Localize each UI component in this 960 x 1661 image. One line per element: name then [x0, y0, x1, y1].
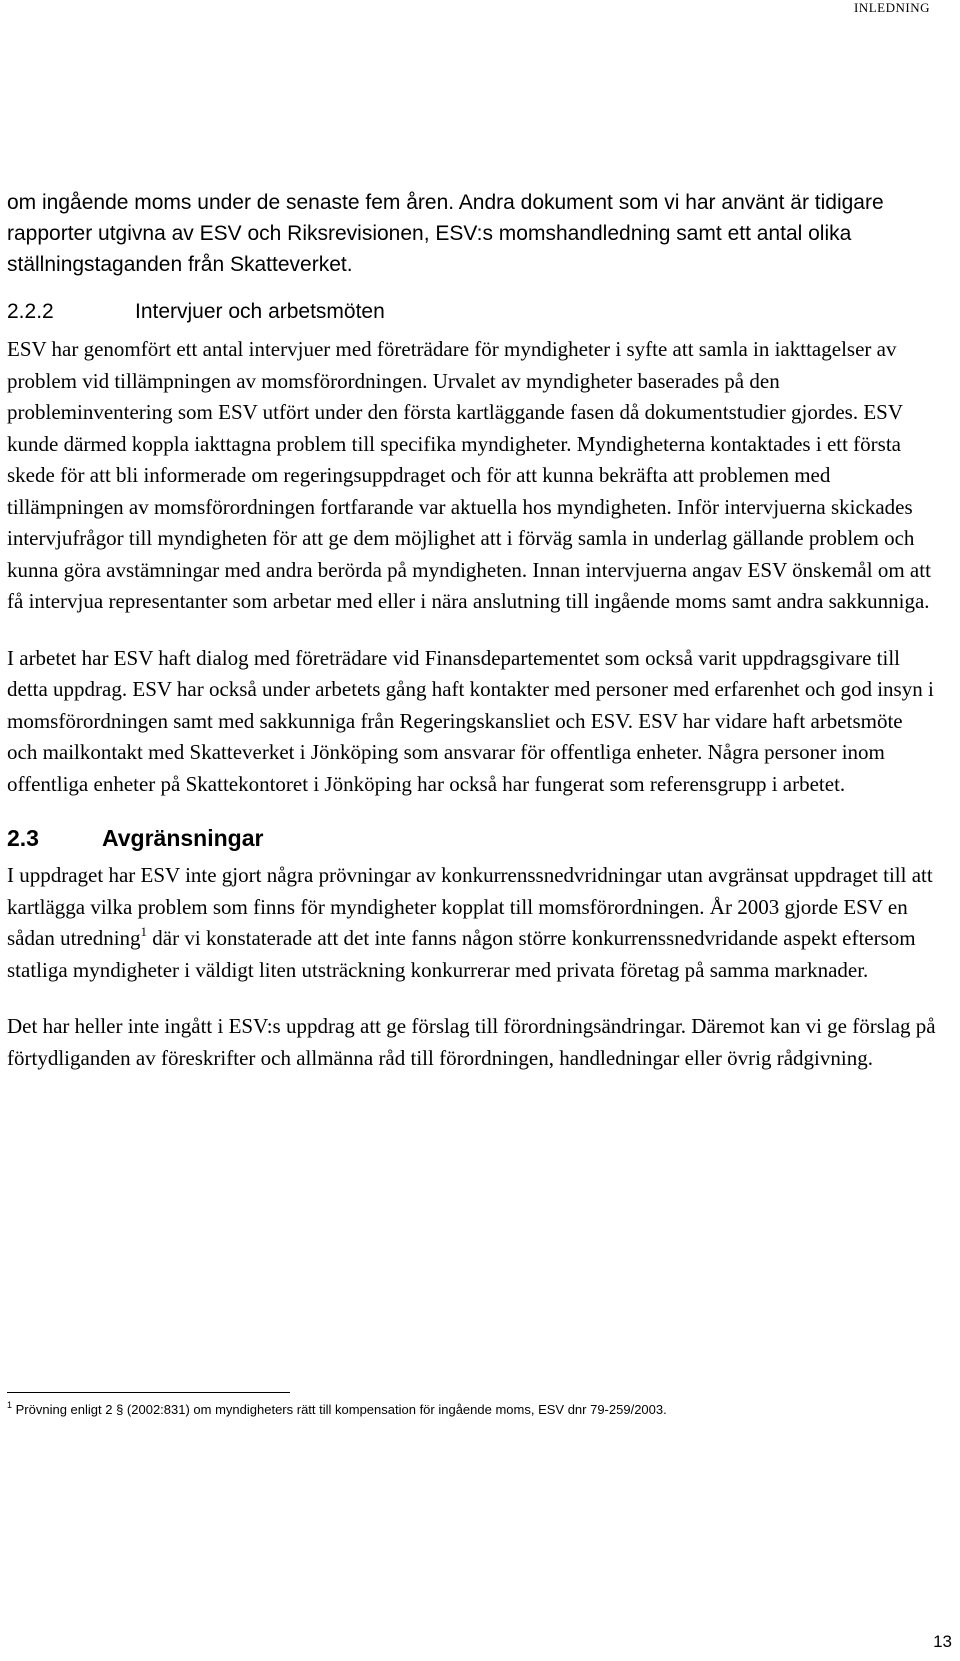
section-heading-2-3	[7, 825, 937, 852]
page-body	[7, 187, 937, 1099]
footnote-reference[interactable]: 1	[140, 924, 148, 939]
section-number: 2.3	[7, 825, 39, 851]
section-title: Intervjuer och arbetsmöten	[135, 300, 385, 323]
footnote-marker: 1	[7, 1400, 13, 1410]
intro-paragraph: om ingående moms under de senaste fem åren. Andra dokument som vi har använt är tidigare rapporter utgivna av ESV och Riksrevisionen, ESV:s momshandledning samt ett antal olika ställningstaganden från Skatteverket.	[7, 191, 884, 276]
paragraph-delimitations	[7, 860, 937, 986]
page-number: 13	[933, 1632, 952, 1651]
paragraph-interviews: ESV har genomfört ett antal intervjuer med företrädare för myndigheter i syfte att samla in iakttagelser av problem vid tillämpningen av momsförordningen. Urvalet av myndigheter baserades på den probleminventering som ESV utfört under den första kartläggande fasen då dokumentstudier gjordes. ESV kunde därmed koppla iakttagna problem till specifika myndigheter. Myndigheterna kontaktades i ett första skede för att bli informerade om regeringsuppdraget och för att kunna bekräfta att problemen med tillämpningen av momsförordningen fortfarande var aktuella hos myndigheten. Inför intervjuerna skickades intervjufrågor till myndigheten för att ge dem möjlighet att i förväg samla in underlag gällande problem och kunna göra avstämningar med andra berörda på myndigheten. Innan intervjuerna angav ESV önskemål om att få intervjua representanter som arbetar med eller i nära anslutning till ingående moms samt andra sakkunniga.	[7, 337, 931, 613]
section-heading-2-2-2	[7, 300, 937, 324]
footnote	[7, 1402, 667, 1417]
section-number: 2.2.2	[7, 300, 54, 323]
paragraph-text: där vi konstaterade att det inte fanns någon större konkurrenssnedvridande aspekt eftersom statliga myndigheter i väldigt liten utsträckning konkurrerar med privata företag på samma marknader.	[7, 926, 916, 982]
paragraph-scope: Det har heller inte ingått i ESV:s uppdrag att ge förslag till förordningsändringar. Däremot kan vi ge förslag på förtydliganden av föreskrifter och allmänna råd till förordningen, handledningar eller övrig rådgivning.	[7, 1014, 936, 1070]
running-header: INLEDNING	[854, 0, 930, 15]
paragraph-dialog: I arbetet har ESV haft dialog med företrädare vid Finansdepartementet som också varit uppdragsgivare till detta uppdrag. ESV har också under arbetets gång haft kontakter med personer med erfarenhet och god insyn i momsförordningen samt med sakkunniga från Regeringskansliet och ESV. ESV har vidare haft arbetsmöte och mailkontakt med Skatteverket i Jönköping som ansvarar för offentliga enheter. Några personer inom offentliga enheter på Skattekontoret i Jönköping har också har fungerat som referensgrupp i arbetet.	[7, 645, 934, 796]
paragraph-text: I uppdraget har ESV inte gjort några prövningar av konkurrenssnedvridningar utan avgränsat uppdraget till att kartlägga vilka problem som finns för myndigheter kopplat till momsförordningen. År 2003 gjorde ESV en sådan utredning	[7, 863, 933, 950]
footnote-separator	[7, 1392, 290, 1393]
footnote-text: Prövning enligt 2 § (2002:831) om myndigheters rätt till kompensation för ingående moms, ESV dnr 79-259/2003.	[12, 1402, 667, 1417]
section-title: Avgränsningar	[102, 825, 264, 851]
